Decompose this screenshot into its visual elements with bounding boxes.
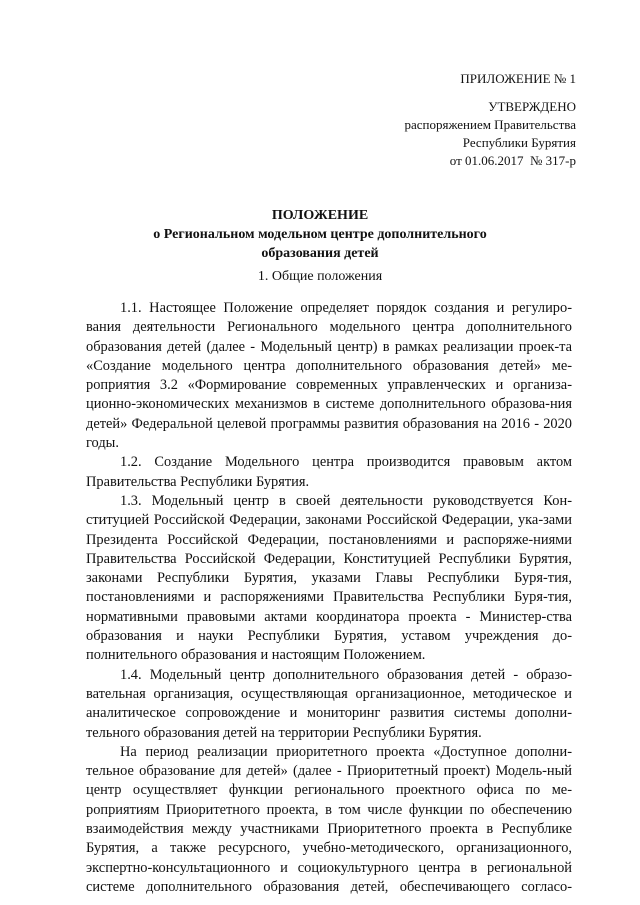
paragraph: 1.4. Модельный центр дополнительного образования детей - образо-вательная организация, осуществляющая организационное, методическое и аналитическое сопровождение и мониторинг развития системы дополни-тельного образования детей на территории Республики Бурятия.	[86, 666, 572, 741]
paragraph: 1.3. Модельный центр в своей деятельности руководствуется Кон-ституцией Российской Федерации, законами Российской Федерации, ука-зами Президента Российской Федерации, постановлениями и распоряже-ниями Правительства Российской Федерации, Конституцией Республики Бурятия, законами Республики Бурятия, указами Главы Республики Буря-тия, постановлениями и распоряжениями Правительства Республики Буря-тия, нормативными правовыми актами координатора проекта - Министер-ства образования и науки Республики Бурятия, уставом учреждения до-полнительного образования и настоящим Положением.	[86, 492, 572, 664]
approved-label: УТВЕРЖДЕНО	[488, 99, 576, 114]
section-heading: 1. Общие положения	[257, 269, 383, 284]
paragraph: 1.2. Создание Модельного центра производится правовым актом Правительства Республики Бурятия.	[86, 454, 572, 490]
paragraph: На период реализации приоритетного проекта «Доступное дополни-тельное образование для детей» (далее - Приоритетный проект) Модель-ный центр осуществляет функции регионального проектного офиса по ме-роприятиям Приоритетного проекта, в том числе функции по обеспечению взаимодействия между участниками Приоритетного проекта в Республике Бурятия, а также ресурсного, учебно-методического, организационного, экспертно-консультационного и социокультурного центра в региональной системе дополнительного образования детей, обеспечивающего согласо-	[86, 743, 572, 895]
approval-stamp	[404, 98, 576, 170]
document-title	[0, 206, 640, 263]
appendix-number: ПРИЛОЖЕНИЕ № 1	[460, 71, 576, 86]
title-subheading: образования детей	[261, 246, 379, 261]
title-subheading: о Региональном модельном центре дополнительного	[153, 227, 487, 242]
paragraph: 1.1. Настоящее Положение определяет порядок создания и регулиро-вания деятельности Регионального модельного центра дополнительного образования детей (далее - Модельный центр) в рамках реализации проек-та «Создание модельного центра дополнительного образования детей» ме-роприятия 3.2 «Формирование современных управленческих и организа-ционно-экономических механизмов в системе дополнительного образова-ния детей» Федеральной целевой программы развития образования на 2016 - 2020 годы.	[86, 300, 572, 452]
appendix-label	[460, 70, 576, 88]
title-heading: ПОЛОЖЕНИЕ	[271, 208, 369, 223]
approval-line: распоряжением Правительства	[404, 117, 576, 132]
approval-line: Республики Бурятия	[462, 135, 576, 150]
document-body	[86, 299, 572, 897]
approval-date-number: от 01.06.2017 № 317-р	[449, 153, 576, 168]
